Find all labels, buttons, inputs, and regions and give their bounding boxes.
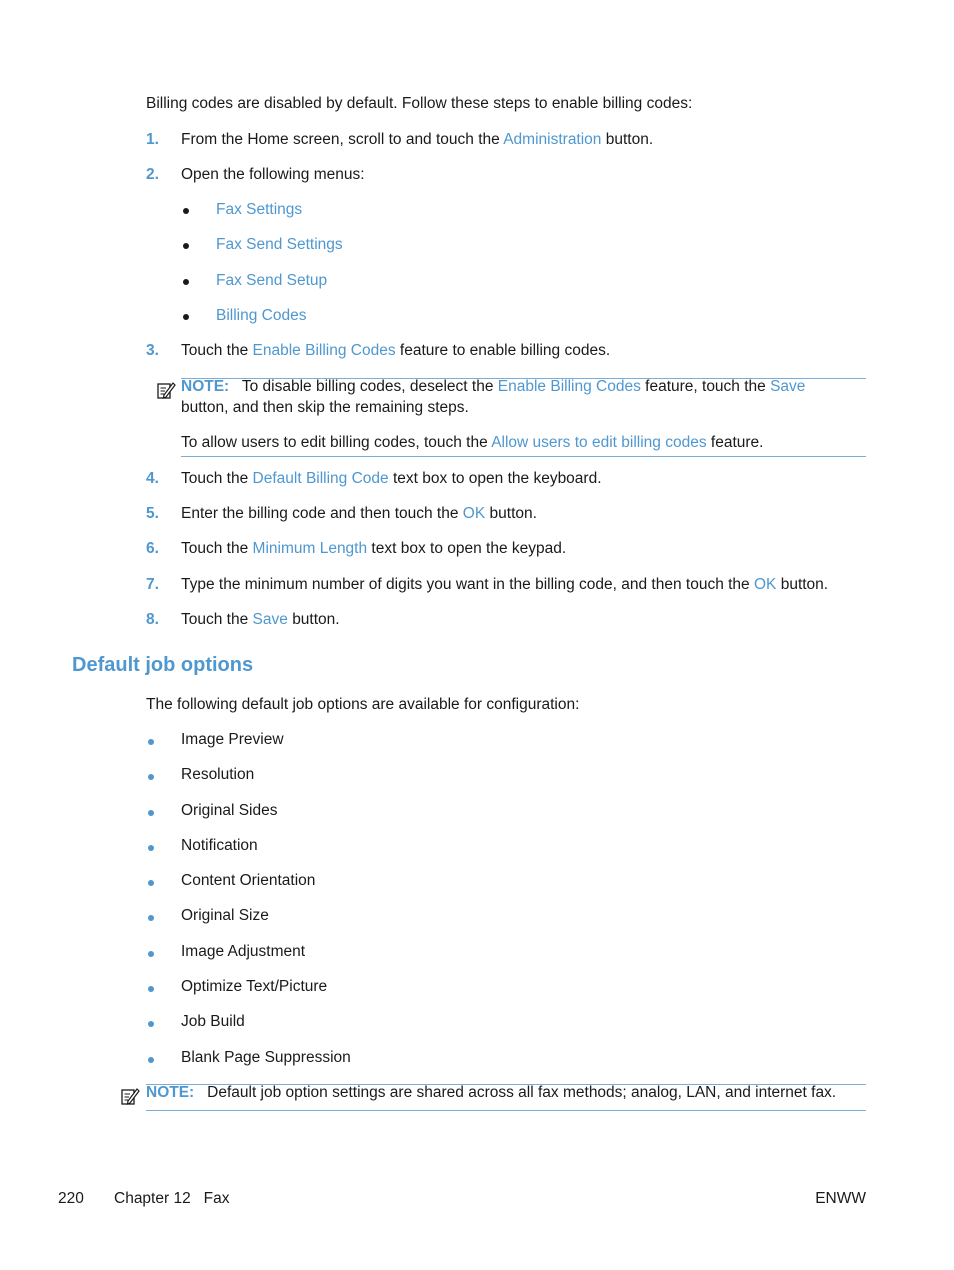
step-1: [181, 131, 653, 149]
save-link[interactable]: Save: [770, 378, 806, 395]
note-1-line-2: button, and then skip the remaining steps.: [181, 399, 469, 416]
option-item: Blank Page Suppression: [181, 1049, 351, 1066]
option-item: Content Orientation: [181, 872, 316, 889]
option-item: Original Sides: [181, 802, 278, 819]
step-7: [181, 576, 828, 594]
bullet-icon: [148, 915, 154, 921]
bullet-icon: [148, 845, 154, 851]
note-1-paragraph-2: [181, 434, 763, 452]
footer-right: ENWW: [815, 1190, 866, 1207]
note-icon: [156, 380, 176, 400]
step-text: text box to open the keyboard.: [392, 470, 602, 487]
step-text: Type the minimum number of digits you want in the billing code, and then touch the: [181, 576, 750, 593]
menu-item-link[interactable]: Fax Settings: [216, 201, 303, 218]
step-2: Open the following menus:: [181, 166, 365, 183]
note-text: feature, touch the: [645, 378, 766, 395]
menu-item-link[interactable]: Billing Codes: [216, 307, 307, 324]
ok-link[interactable]: OK: [753, 576, 777, 593]
step-number: 4.: [146, 470, 159, 487]
step-number: 3.: [146, 342, 159, 359]
intro-text: Billing codes are disabled by default. Follow these steps to enable billing codes:: [146, 95, 693, 112]
step-text: From the Home screen, scroll to and touch the: [181, 131, 500, 148]
step-text: feature to enable billing codes.: [399, 342, 611, 359]
note-text: To disable billing codes, deselect the: [241, 378, 494, 395]
bullet-icon: [148, 810, 154, 816]
step-6: [181, 540, 566, 558]
minimum-length-link[interactable]: Minimum Length: [252, 540, 368, 557]
enable-billing-codes-link[interactable]: Enable Billing Codes: [497, 378, 641, 395]
note-1-line-1: [181, 378, 805, 396]
note-icon: [120, 1086, 140, 1106]
note-label: NOTE:: [146, 1084, 195, 1101]
section-intro: The following default job options are available for configuration:: [146, 696, 580, 713]
bullet-icon: [148, 1021, 154, 1027]
page-number: 220: [58, 1190, 84, 1207]
step-text: Touch the: [181, 342, 249, 359]
option-item: Original Size: [181, 907, 269, 924]
option-item: Image Adjustment: [181, 943, 306, 960]
save-link[interactable]: Save: [252, 611, 288, 628]
step-text: button.: [605, 131, 654, 148]
option-item: Optimize Text/Picture: [181, 978, 328, 995]
step-text: button.: [292, 611, 340, 628]
ok-link[interactable]: OK: [462, 505, 486, 522]
bullet-icon: [148, 880, 154, 886]
bullet-icon: [148, 986, 154, 992]
step-text: Enter the billing code and then touch the: [181, 505, 459, 522]
step-text: Touch the: [181, 470, 249, 487]
bullet-icon: [148, 1057, 154, 1063]
menu-item-link[interactable]: Fax Send Settings: [216, 236, 343, 253]
bullet-icon: [183, 208, 189, 214]
bullet-icon: [148, 774, 154, 780]
step-text: Touch the: [181, 540, 249, 557]
bullet-icon: [183, 314, 189, 320]
bullet-icon: [183, 279, 189, 285]
option-item: Notification: [181, 837, 258, 854]
option-item: Resolution: [181, 766, 255, 783]
note-2: [146, 1084, 836, 1102]
step-8: [181, 611, 340, 629]
section-heading: Default job options: [72, 654, 254, 676]
allow-users-edit-billing-codes-link[interactable]: Allow users to edit billing codes: [491, 434, 707, 451]
step-number: 5.: [146, 505, 159, 522]
step-number: 2.: [146, 166, 159, 183]
enable-billing-codes-link[interactable]: Enable Billing Codes: [252, 342, 396, 359]
bullet-icon: [148, 951, 154, 957]
administration-link[interactable]: Administration: [503, 131, 602, 148]
step-number: 1.: [146, 131, 159, 148]
note-text: feature.: [710, 434, 764, 451]
note-text: Default job option settings are shared across all fax methods; analog, LAN, and internet fax.: [207, 1084, 837, 1101]
step-number: 6.: [146, 540, 159, 557]
note-bottom-rule: [181, 456, 866, 457]
note-label: NOTE:: [181, 378, 230, 395]
step-text: button.: [780, 576, 829, 593]
note-bottom-rule: [146, 1110, 866, 1111]
step-5: [181, 505, 537, 523]
step-text: button.: [489, 505, 537, 522]
option-item: Job Build: [181, 1013, 245, 1030]
step-number: 8.: [146, 611, 159, 628]
step-4: [181, 470, 602, 488]
bullet-icon: [183, 243, 189, 249]
step-text: text box to open the keypad.: [371, 540, 567, 557]
chapter-label: Chapter 12 Fax: [114, 1190, 230, 1207]
default-billing-code-link[interactable]: Default Billing Code: [252, 470, 389, 487]
step-text: Touch the: [181, 611, 249, 628]
step-3: [181, 342, 610, 360]
step-number: 7.: [146, 576, 159, 593]
bullet-icon: [148, 739, 154, 745]
menu-item-link[interactable]: Fax Send Setup: [216, 272, 328, 289]
note-text: To allow users to edit billing codes, touch the: [181, 434, 488, 451]
option-item: Image Preview: [181, 731, 284, 748]
